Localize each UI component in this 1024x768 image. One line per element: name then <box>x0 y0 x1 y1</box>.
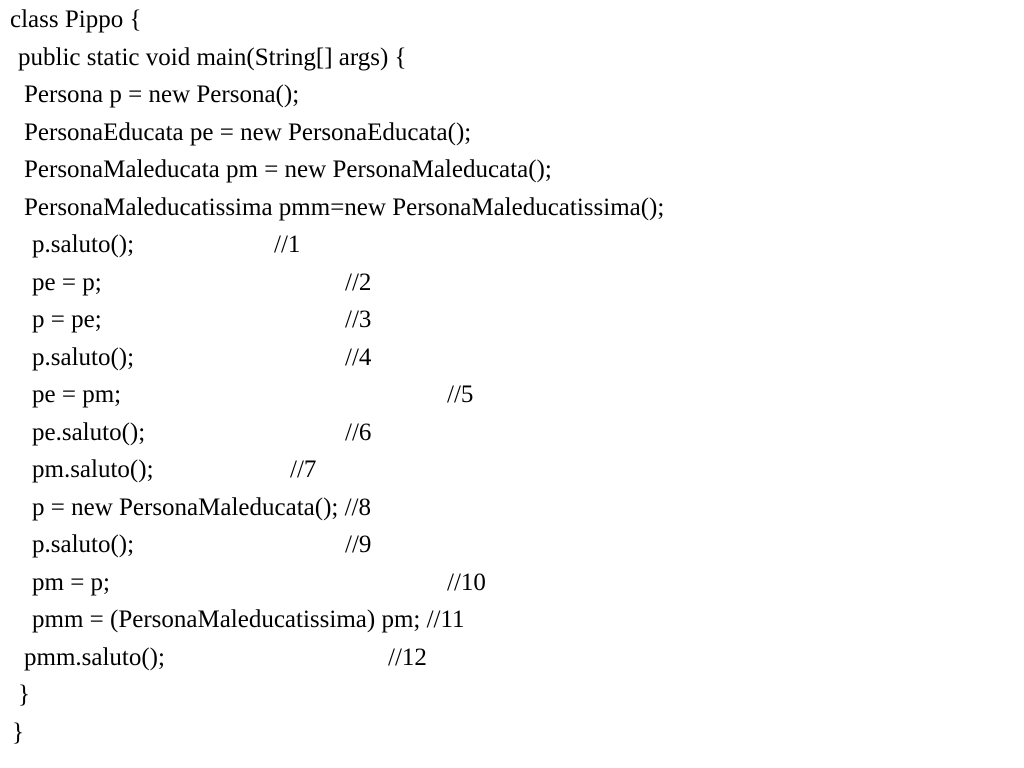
code-line-1: class Pippo { <box>10 6 142 33</box>
code-line-8: pe = p; <box>32 269 102 296</box>
code-line-12: pe.saluto(); <box>32 419 146 446</box>
code-line-19: } <box>18 681 30 708</box>
comment-6: //6 <box>345 419 372 446</box>
code-line-7: p.saluto(); <box>32 231 135 258</box>
comment-7: //7 <box>290 456 317 483</box>
code-line-14: p = new PersonaMaleducata(); //8 <box>32 494 371 521</box>
comment-5: //5 <box>447 381 474 408</box>
code-line-13: pm.saluto(); <box>32 456 154 483</box>
code-line-10: p.saluto(); <box>32 344 135 371</box>
code-line-15: p.saluto(); <box>32 531 135 558</box>
comment-10: //10 <box>447 569 486 596</box>
code-line-9: p = pe; <box>32 306 102 333</box>
code-line-16: pm = p; <box>32 569 110 596</box>
comment-2: //2 <box>345 269 372 296</box>
comment-3: //3 <box>345 306 372 333</box>
comment-1: //1 <box>274 231 301 258</box>
code-line-11: pe = pm; <box>32 381 122 408</box>
code-line-17: pmm = (PersonaMaleducatissima) pm; //11 <box>32 606 465 633</box>
code-line-18: pmm.saluto(); <box>24 644 165 671</box>
comment-9: //9 <box>345 531 372 558</box>
code-line-20: } <box>12 719 24 746</box>
code-line-3: Persona p = new Persona(); <box>24 81 300 108</box>
code-line-5: PersonaMaleducata pm = new PersonaMaleducata(); <box>24 156 552 183</box>
code-line-4: PersonaEducata pe = new PersonaEducata(); <box>24 119 472 146</box>
comment-4: //4 <box>345 344 372 371</box>
code-line-2: public static void main(String[] args) { <box>18 44 407 71</box>
code-line-6: PersonaMaleducatissima pmm=new PersonaMaleducatissima(); <box>24 194 665 221</box>
comment-12: //12 <box>388 644 427 671</box>
